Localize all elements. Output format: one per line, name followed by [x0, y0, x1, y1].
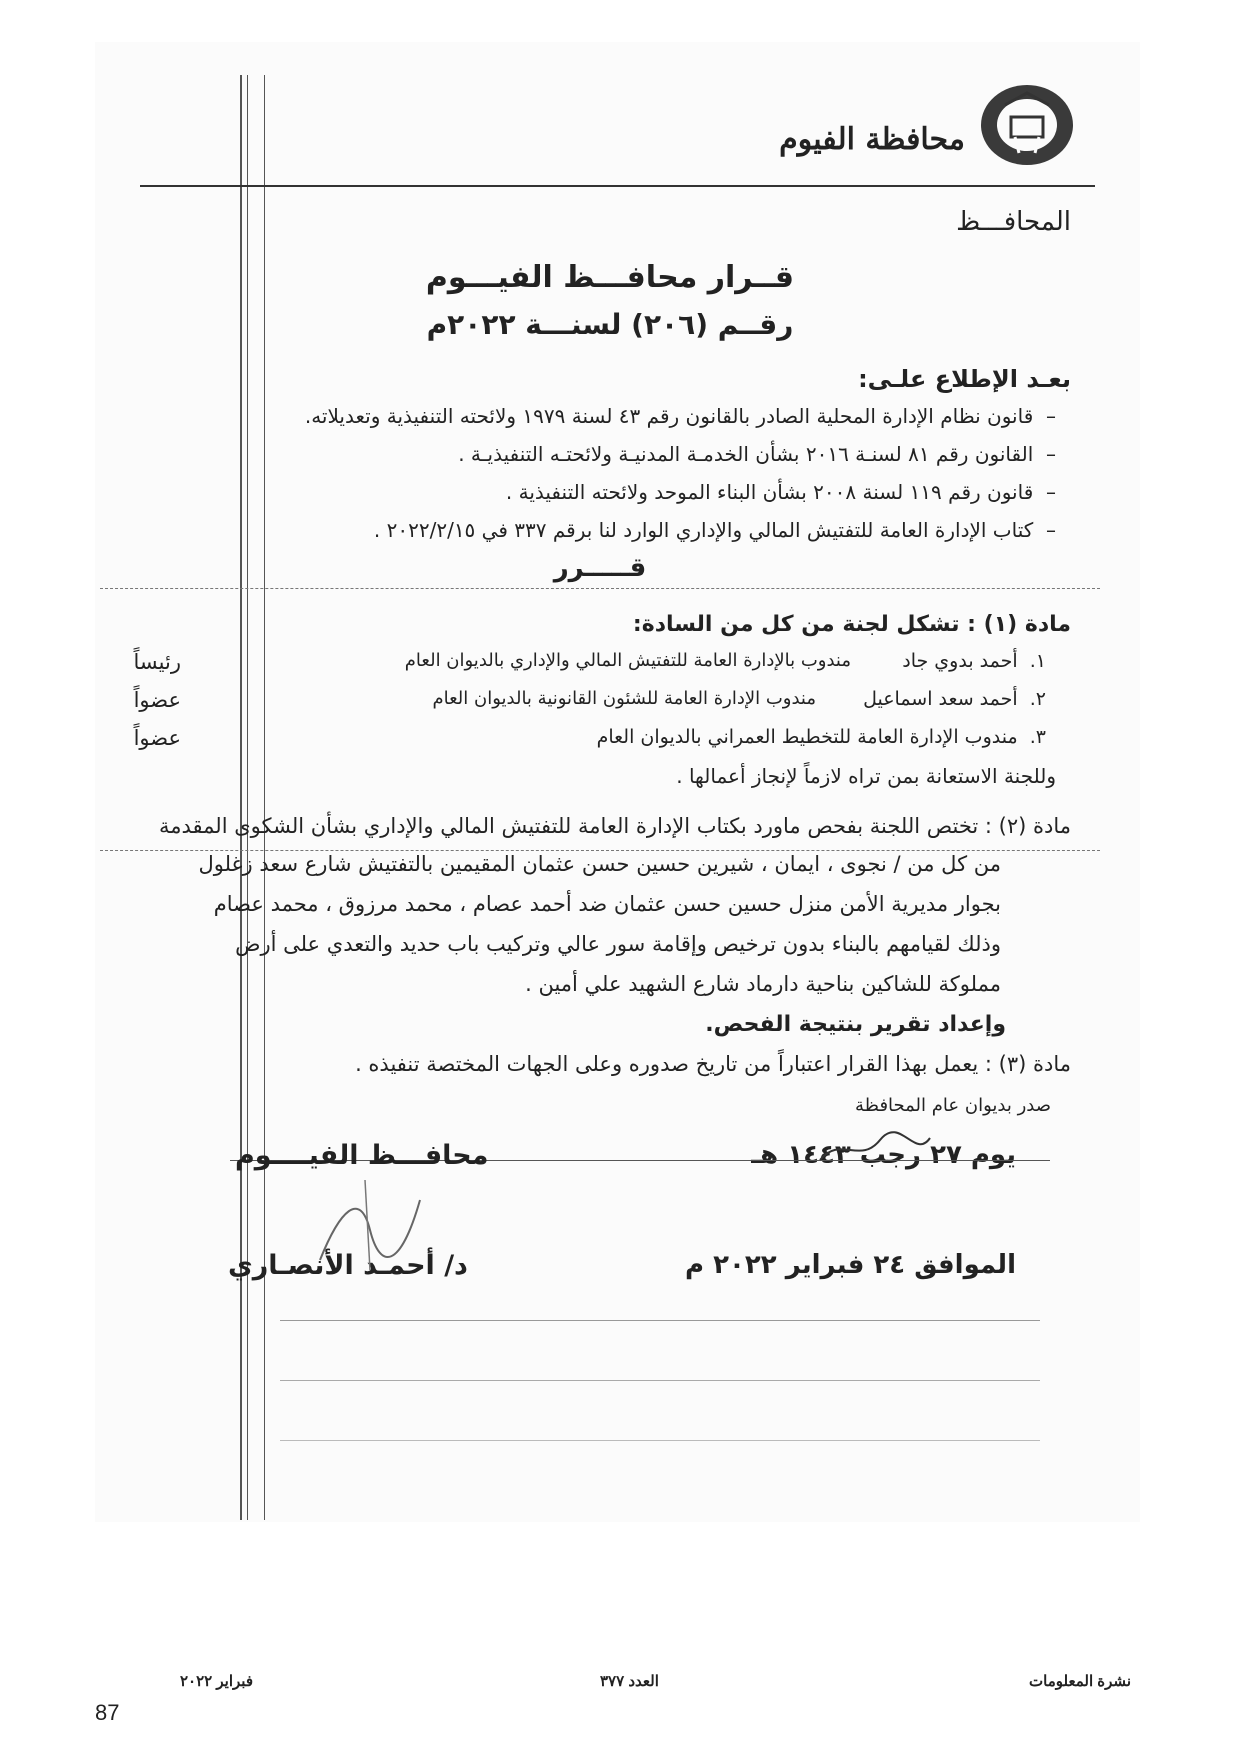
page-number: 87	[95, 1700, 120, 1725]
member-row: ١. أحمد بدوي جاد	[902, 650, 1046, 672]
preamble-item: – القانون رقم ٨١ لسنـة ٢٠١٦ بشأن الخدمـة المدنيـة ولائحتـه التنفيذيـة .	[458, 442, 1056, 466]
governorate-emblem	[975, 75, 1080, 175]
article1-heading: مادة (١) : تشكل لجنة من كل من السادة:	[632, 612, 1071, 637]
report-line: وإعداد تقرير بنتيجة الفحص.	[705, 1012, 1006, 1037]
member-role: مندوب الإدارة العامة للشئون القانونية بالديوان العام	[432, 688, 816, 709]
member-position: عضواً	[133, 726, 181, 750]
article2-line: وذلك لقيامهم بالبناء بدون ترخيص وإقامة سور عالي وتركيب باب حديد والتعدي على أرض	[235, 932, 1001, 956]
member-position: رئيساً	[133, 650, 181, 674]
member-role: مندوب بالإدارة العامة للتفتيش المالي والإداري بالديوان العام	[404, 650, 851, 671]
date-scribble	[815, 1130, 935, 1170]
footer-publication: نشرة المعلومات	[1029, 1673, 1131, 1690]
member-row: ٣. مندوب الإدارة العامة للتخطيط العمراني بالديوان العام	[596, 726, 1046, 748]
preamble-item: – قانون نظام الإدارة المحلية الصادر بالقانون رقم ٤٣ لسنة ١٩٧٩ ولائحته التنفيذية وتعديلاته.	[304, 404, 1056, 428]
preamble-heading: بعـد الإطلاع علـى:	[858, 365, 1071, 393]
scan-line	[264, 75, 265, 1520]
hijri-date: يوم ٢٧ رجب ١٤٤٣ هـ	[751, 1140, 1016, 1170]
scan-artifact-line	[280, 1320, 1040, 1321]
article2-line: من كل من / نجوى ، ايمان ، شيرين حسين حسن عثمان المقيمين بالتفتيش شارع سعد زغلول	[198, 852, 1001, 876]
scan-artifact-line	[280, 1380, 1040, 1381]
header-rule	[140, 185, 1095, 187]
office-title: المحافـــظ	[956, 207, 1071, 237]
signature-mark	[310, 1170, 430, 1280]
article2-line: بجوار مديرية الأمن منزل حسين حسن عثمان ضد أحمد عصام ، محمد مرزوق ، محمد عصام	[213, 892, 1001, 916]
committee-note: وللجنة الاستعانة بمن تراه لازماً لإنجاز أعمالها .	[676, 764, 1056, 788]
preamble-item: – كتاب الإدارة العامة للتفتيش المالي والإداري الوارد لنا برقم ٣٣٧ في ٢٠٢٢/٢/١٥ .	[373, 518, 1056, 542]
decision-number: رقــم (٢٠٦) لسنـــة ٢٠٢٢م	[426, 308, 794, 341]
footer-issue: العدد ٣٧٧	[600, 1673, 659, 1690]
preamble-item: – قانون رقم ١١٩ لسنة ٢٠٠٨ بشأن البناء الموحد ولائحته التنفيذية .	[505, 480, 1056, 504]
decision-title: قــرار محافـــظ الفيـــوم	[425, 260, 795, 295]
issued-place: صدر بديوان عام المحافظة	[855, 1095, 1051, 1116]
signatory-name: د/ أحمـد الأنصـاري	[228, 1250, 468, 1281]
gregorian-date: الموافق ٢٤ فبراير ٢٠٢٢ م	[685, 1250, 1016, 1280]
article2-line: مملوكة للشاكين بناحية دارماد شارع الشهيد علي أمين .	[525, 972, 1001, 996]
scan-artifact-line	[100, 850, 1100, 851]
article2-line: مادة (٢) : تختص اللجنة بفحص ماورد بكتاب الإدارة العامة للتفتيش المالي والإداري بشأن الشكوى المقدمة	[159, 814, 1071, 838]
member-position: عضواً	[133, 688, 181, 712]
scan-artifact-line	[280, 1440, 1040, 1441]
signatory-title: محافـــظ الفيــــوم	[235, 1140, 489, 1171]
member-row: ٢. أحمد سعد اسماعيل	[863, 688, 1046, 710]
scan-line	[247, 75, 248, 1520]
decided-heading: قـــــرر	[553, 553, 647, 583]
footer-month: فبراير ٢٠٢٢	[180, 1673, 253, 1690]
scan-line	[240, 75, 242, 1520]
governorate-name: محافظة الفيوم	[779, 122, 965, 157]
article3-text: مادة (٣) : يعمل بهذا القرار اعتباراً من تاريخ صدوره وعلى الجهات المختصة تنفيذه .	[355, 1052, 1071, 1076]
scan-artifact-line	[100, 588, 1100, 589]
